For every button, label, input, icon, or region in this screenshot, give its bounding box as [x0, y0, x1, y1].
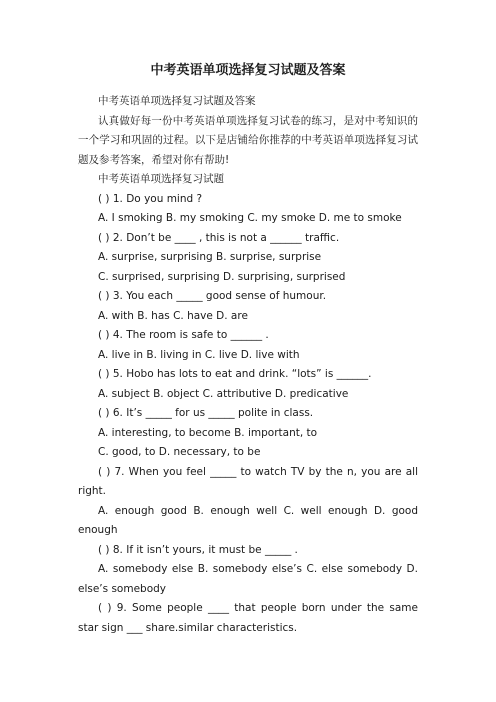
question-1: ( ) 1. Do you mind ? — [98, 192, 203, 205]
question-2-options-b: C. surprised, surprising D. surprising, surprised — [98, 270, 346, 283]
question-4-options: A. live in B. living in C. live D. live with — [98, 348, 300, 361]
question-4: ( ) 4. The room is safe to ______ . — [98, 329, 269, 341]
question-3: ( ) 3. You each _____ good sense of humour. — [98, 290, 327, 302]
question-8: ( ) 8. If it isn’t yours, it must be _____ . — [98, 543, 298, 556]
question-6-options-a: A. interesting, to become B. important, to — [98, 426, 318, 439]
question-5: ( ) 5. Hobo has lots to eat and drink. “lots” is ______. — [98, 368, 372, 380]
question-3-options: A. with B. has C. have D. are — [98, 309, 248, 322]
subtitle: 中考英语单项选择复习试题及答案 — [98, 95, 256, 107]
question-2-options-a: A. surprise, surprising B. surprise, surprise — [98, 251, 322, 263]
page-title: 中考英语单项选择复习试题及答案 — [150, 63, 346, 78]
question-5-options: A. subject B. object C. attributive D. predicative — [98, 387, 349, 400]
question-1-options: A. I smoking B. my smoking C. my smoke D. me to smoke — [98, 212, 402, 224]
question-7: ( ) 7. When you feel _____ to watch TV by the n, you are all right. — [78, 465, 418, 497]
question-2: ( ) 2. Don’t be ____ , this is not a ______ traffic. — [98, 231, 340, 244]
question-9: ( ) 9. Some people ____ that people born under the same star sign ___ share.similar characteristics. — [78, 602, 418, 634]
question-6: ( ) 6. It’s _____ for us _____ polite in class. — [98, 407, 314, 419]
section-heading: 中考英语单项选择复习试题 — [98, 173, 224, 185]
question-8-options: A. somebody else B. somebody else’s C. else somebody D. else’s somebody — [78, 563, 418, 595]
question-7-options: A. enough good B. enough well C. well enough D. good enough — [78, 504, 418, 536]
intro-paragraph: 认真做好每一份中考英语单项选择复习试卷的练习，是对中考知识的一个学习和巩固的过程。以下是店铺给你推荐的中考英语单项选择复习试题及参考答案，希望对你有帮助! — [78, 114, 418, 166]
question-6-options-b: C. good, to D. necessary, to be — [98, 446, 261, 458]
document-body — [78, 92, 418, 638]
